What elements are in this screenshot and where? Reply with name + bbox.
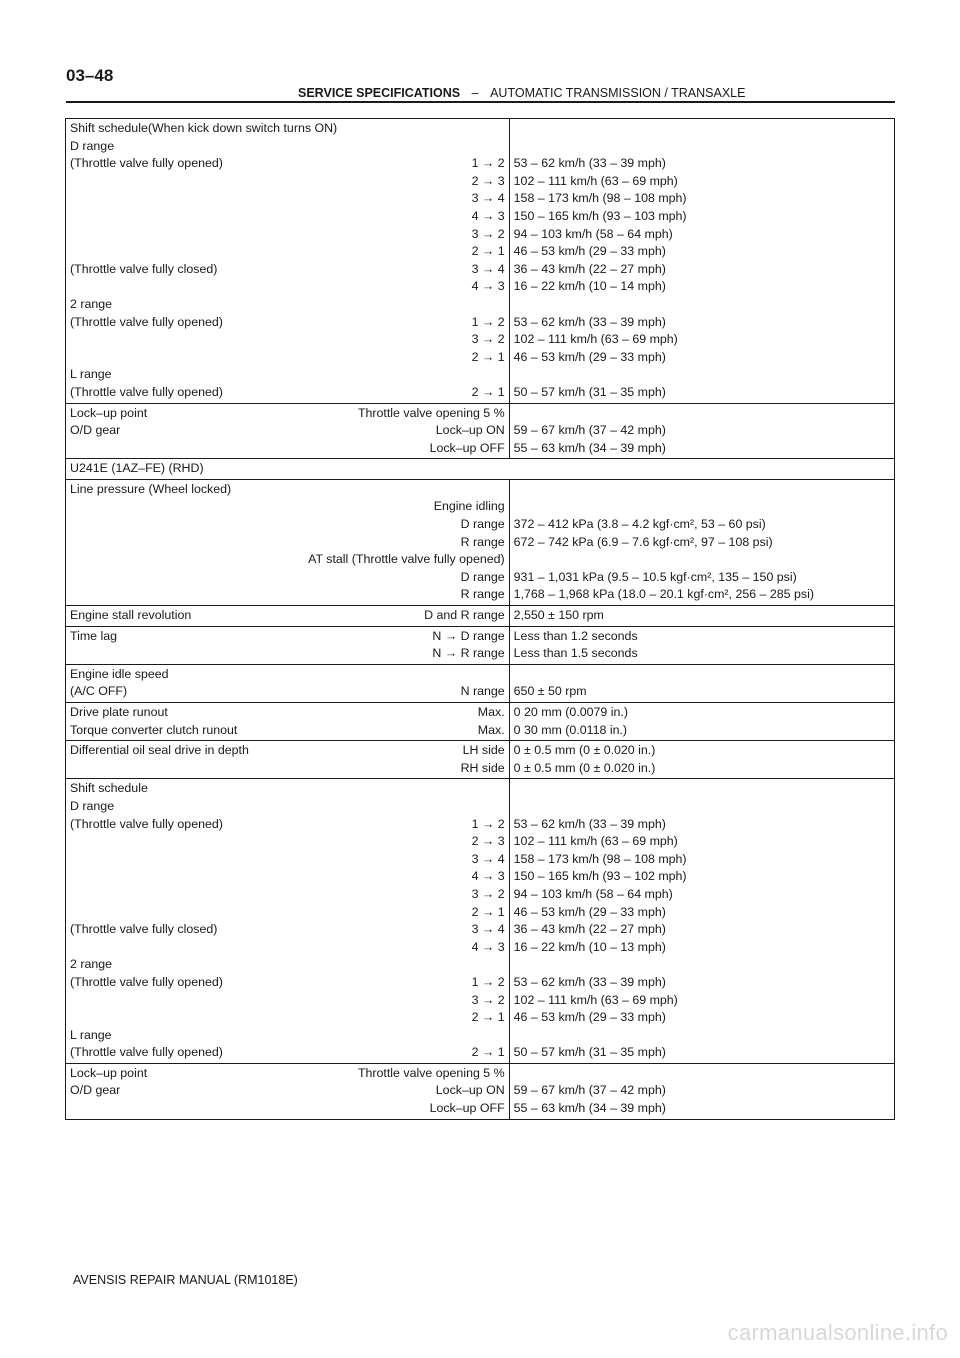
- spec-row: [66, 626, 895, 664]
- spec-value: 55 – 63 km/h (34 – 39 mph): [513, 1101, 666, 1116]
- spec-item-line: [70, 886, 509, 904]
- spec-condition: Engine idling: [433, 499, 505, 514]
- spec-item-line: [70, 798, 509, 816]
- spec-condition: N range: [460, 684, 505, 699]
- spec-item-cell: [66, 479, 510, 605]
- spec-value-cell: [509, 1063, 894, 1119]
- spec-item-line: [70, 366, 509, 384]
- spec-item-label: Torque converter clutch runout: [70, 722, 238, 737]
- spec-section-heading: U241E (1AZ–FE) (RHD): [66, 459, 895, 480]
- spec-value: [514, 296, 894, 314]
- spec-item-line: [70, 498, 509, 516]
- spec-condition: 3 → 2: [471, 332, 505, 347]
- spec-value: 16 – 22 km/h (10 – 13 mph): [513, 939, 666, 954]
- spec-item-label: (Throttle valve fully opened): [70, 156, 223, 171]
- spec-item-label: (Throttle valve fully opened): [70, 314, 223, 329]
- spec-condition: Max.: [477, 722, 505, 737]
- spec-item-label: O/D gear: [70, 1083, 121, 1098]
- spec-row: [66, 741, 895, 779]
- spec-item-line: [70, 296, 509, 314]
- spec-item-cell: [66, 403, 510, 459]
- spec-condition: N → R range: [432, 646, 505, 661]
- spec-condition: 1 → 2: [471, 816, 505, 831]
- spec-item-cell: [66, 119, 510, 404]
- spec-row: [66, 403, 895, 459]
- spec-item-line: [70, 243, 509, 261]
- spec-value: [514, 366, 894, 384]
- spec-item-line: [70, 331, 509, 349]
- spec-condition: 1 → 2: [471, 156, 505, 171]
- spec-value-cell: [509, 703, 894, 741]
- spec-condition: 2 → 1: [471, 1010, 505, 1025]
- spec-item-line: [70, 173, 509, 191]
- spec-item-line: [70, 534, 509, 552]
- spec-value: 53 – 62 km/h (33 – 39 mph): [513, 156, 666, 171]
- spec-value: 102 – 111 km/h (63 – 69 mph): [513, 834, 678, 849]
- spec-value-cell: [509, 779, 894, 1064]
- spec-item-line: [70, 1027, 509, 1045]
- spec-value: 158 – 173 km/h (98 – 108 mph): [513, 851, 687, 866]
- spec-value-cell: [509, 606, 894, 627]
- spec-condition: Max.: [477, 705, 505, 719]
- spec-condition: Lock–up ON: [435, 1083, 505, 1098]
- spec-table: [65, 118, 895, 1120]
- spec-item-line: [70, 992, 509, 1010]
- spec-item-line: [70, 1044, 509, 1062]
- spec-item-line: [70, 349, 509, 367]
- spec-condition: RH side: [460, 760, 505, 775]
- spec-value: [514, 120, 894, 138]
- spec-value-cell: [509, 664, 894, 702]
- spec-value: 931 – 1,031 kPa (9.5 – 10.5 kgf·cm², 135 – 150 psi): [513, 569, 797, 584]
- spec-value: 59 – 67 km/h (37 – 42 mph): [513, 1083, 666, 1098]
- spec-item-label: Engine idle speed: [70, 666, 169, 681]
- spec-condition: 2 → 1: [471, 244, 505, 259]
- spec-item-cell: [66, 1063, 510, 1119]
- spec-row: [66, 606, 895, 627]
- spec-item-label: O/D gear: [70, 423, 121, 438]
- watermark: carmanualsonline.info: [727, 1320, 948, 1345]
- spec-item-label: (Throttle valve fully opened): [70, 974, 223, 989]
- spec-item-line: [70, 1009, 509, 1027]
- spec-condition: 1 → 2: [471, 314, 505, 329]
- spec-item-line: [70, 586, 509, 604]
- spec-value: 0 20 mm (0.0079 in.): [513, 705, 628, 719]
- spec-value: 50 – 57 km/h (31 – 35 mph): [513, 1045, 666, 1060]
- spec-item-label: Engine stall revolution: [70, 608, 192, 623]
- spec-value: [514, 956, 894, 974]
- spec-item-line: [70, 742, 509, 760]
- spec-condition: N → D range: [432, 628, 505, 643]
- spec-item-line: [70, 760, 509, 778]
- header-separator: –: [471, 86, 479, 100]
- spec-item-line: [70, 1100, 509, 1118]
- spec-condition: 2 → 1: [471, 904, 505, 919]
- spec-value: 0 30 mm (0.0118 in.): [513, 722, 628, 737]
- spec-item-line: [70, 190, 509, 208]
- spec-item-line: [70, 1065, 509, 1083]
- spec-item-line: [70, 569, 509, 587]
- spec-item-label: L range: [70, 367, 112, 382]
- spec-item-line: [70, 314, 509, 332]
- spec-item-line: [70, 551, 509, 569]
- spec-value: [514, 138, 894, 156]
- spec-condition: R range: [460, 534, 505, 549]
- spec-value: 53 – 62 km/h (33 – 39 mph): [513, 314, 666, 329]
- spec-item-line: [70, 384, 509, 402]
- spec-item-label: (A/C OFF): [70, 684, 128, 699]
- spec-value: 672 – 742 kPa (6.9 – 7.6 kgf·cm², 97 – 108 psi): [513, 534, 773, 549]
- spec-item-label: Shift schedule(When kick down switch turns ON): [70, 121, 338, 135]
- spec-row: [66, 119, 895, 404]
- spec-item-label: Shift schedule: [70, 781, 148, 796]
- spec-value: [514, 498, 894, 516]
- spec-item-line: [70, 704, 509, 722]
- spec-item-line: [70, 868, 509, 886]
- spec-item-line: [70, 974, 509, 992]
- spec-value: Less than 1.2 seconds: [513, 628, 638, 643]
- spec-item-line: [70, 722, 509, 740]
- spec-item-line: [70, 666, 509, 684]
- footer-manual-title: AVENSIS REPAIR MANUAL (RM1018E): [73, 1273, 298, 1287]
- spec-item-label: Time lag: [70, 628, 118, 643]
- spec-item-line: [70, 120, 509, 138]
- spec-value: 2,550 ± 150 rpm: [513, 608, 604, 623]
- spec-value: Less than 1.5 seconds: [513, 646, 638, 661]
- spec-value: 102 – 111 km/h (63 – 69 mph): [513, 173, 678, 188]
- spec-value: [514, 780, 894, 798]
- spec-row: [66, 1063, 895, 1119]
- spec-value: 0 ± 0.5 mm (0 ± 0.020 in.): [513, 760, 656, 775]
- spec-value: 94 – 103 km/h (58 – 64 mph): [513, 226, 673, 241]
- spec-row: [66, 459, 895, 480]
- spec-value: 46 – 53 km/h (29 – 33 mph): [513, 349, 666, 364]
- spec-item-label: Drive plate runout: [70, 705, 168, 719]
- spec-item-cell: [66, 626, 510, 664]
- spec-value: 46 – 53 km/h (29 – 33 mph): [513, 244, 666, 259]
- spec-value: [514, 666, 894, 684]
- page-number: 03–48: [66, 66, 114, 85]
- spec-item-line: [70, 405, 509, 423]
- spec-value: 53 – 62 km/h (33 – 39 mph): [513, 816, 666, 831]
- spec-condition: 2 → 1: [471, 1045, 505, 1060]
- spec-condition: AT stall (Throttle valve fully opened): [308, 552, 505, 567]
- spec-value: 102 – 111 km/h (63 – 69 mph): [513, 332, 678, 347]
- spec-condition: D and R range: [424, 608, 505, 623]
- spec-item-label: (Throttle valve fully opened): [70, 816, 223, 831]
- spec-item-line: [70, 683, 509, 701]
- spec-item-label: Line pressure (Wheel locked): [70, 481, 232, 496]
- header-title: [298, 86, 745, 100]
- spec-item-label: Lock–up point: [70, 405, 148, 420]
- spec-value: 94 – 103 km/h (58 – 64 mph): [513, 886, 673, 901]
- spec-item-line: [70, 816, 509, 834]
- spec-item-label: 2 range: [70, 957, 113, 972]
- spec-item-cell: [66, 741, 510, 779]
- spec-condition: D range: [460, 517, 505, 532]
- spec-item-cell: [66, 779, 510, 1064]
- spec-value: 46 – 53 km/h (29 – 33 mph): [513, 904, 666, 919]
- spec-item-label: D range: [70, 798, 115, 813]
- spec-condition: 4 → 3: [471, 869, 505, 884]
- spec-condition: 3 → 2: [471, 886, 505, 901]
- spec-value: 0 ± 0.5 mm (0 ± 0.020 in.): [513, 743, 656, 758]
- spec-item-cell: [66, 703, 510, 741]
- spec-item-line: [70, 155, 509, 173]
- spec-condition: 1 → 2: [471, 974, 505, 989]
- spec-condition: 3 → 4: [471, 261, 505, 276]
- spec-item-line: [70, 956, 509, 974]
- spec-item-line: [70, 904, 509, 922]
- spec-item-line: [70, 833, 509, 851]
- spec-condition: Lock–up OFF: [429, 440, 505, 455]
- spec-item-line: [70, 780, 509, 798]
- section-title: SERVICE SPECIFICATIONS: [298, 86, 461, 100]
- spec-item-label: (Throttle valve fully closed): [70, 261, 218, 276]
- spec-item-cell: [66, 606, 510, 627]
- spec-row: [66, 703, 895, 741]
- spec-condition: Lock–up ON: [435, 423, 505, 438]
- spec-item-label: L range: [70, 1027, 112, 1042]
- spec-item-line: [70, 422, 509, 440]
- spec-item-label: (Throttle valve fully closed): [70, 922, 218, 937]
- spec-item-line: [70, 208, 509, 226]
- spec-condition: 4 → 3: [471, 208, 505, 223]
- spec-item-line: [70, 628, 509, 646]
- spec-item-line: [70, 516, 509, 534]
- spec-value-cell: [509, 741, 894, 779]
- spec-condition: R range: [460, 587, 505, 602]
- spec-item-line: [70, 138, 509, 156]
- spec-condition: 4 → 3: [471, 939, 505, 954]
- spec-value: 158 – 173 km/h (98 – 108 mph): [513, 191, 687, 206]
- spec-value: 55 – 63 km/h (34 – 39 mph): [513, 440, 666, 455]
- spec-value: [514, 1027, 894, 1045]
- spec-row: [66, 479, 895, 605]
- spec-item-cell: [66, 664, 510, 702]
- spec-item-label: D range: [70, 138, 115, 153]
- spec-value: 53 – 62 km/h (33 – 39 mph): [513, 974, 666, 989]
- spec-item-line: [70, 261, 509, 279]
- spec-item-label: Lock–up point: [70, 1065, 148, 1080]
- spec-item-line: [70, 278, 509, 296]
- spec-condition: 4 → 3: [471, 279, 505, 294]
- spec-condition: 3 → 4: [471, 922, 505, 937]
- spec-value-cell: [509, 626, 894, 664]
- spec-condition: 2 → 1: [471, 349, 505, 364]
- spec-row: [66, 779, 895, 1064]
- spec-condition: 3 → 4: [471, 191, 505, 206]
- spec-value: 150 – 165 km/h (93 – 102 mph): [513, 869, 687, 884]
- spec-value-cell: [509, 479, 894, 605]
- spec-condition: 3 → 2: [471, 226, 505, 241]
- spec-value: 50 – 57 km/h (31 – 35 mph): [513, 384, 666, 399]
- spec-item-line: [70, 921, 509, 939]
- spec-item-line: [70, 1082, 509, 1100]
- spec-value: [514, 551, 894, 569]
- spec-condition: 2 → 3: [471, 173, 505, 188]
- spec-item-label: (Throttle valve fully opened): [70, 384, 223, 399]
- subsection-title: AUTOMATIC TRANSMISSION / TRANSAXLE: [490, 86, 746, 100]
- spec-value: 102 – 111 km/h (63 – 69 mph): [513, 992, 678, 1007]
- spec-item-label: 2 range: [70, 296, 113, 311]
- spec-value: [514, 405, 894, 423]
- spec-value: 36 – 43 km/h (22 – 27 mph): [513, 261, 666, 276]
- header-rule: [66, 101, 895, 103]
- spec-value: 150 – 165 km/h (93 – 103 mph): [513, 208, 687, 223]
- spec-value-cell: [509, 403, 894, 459]
- spec-value-cell: [509, 119, 894, 404]
- spec-condition: Throttle valve opening 5 %: [357, 405, 505, 420]
- spec-item-line: [70, 645, 509, 663]
- spec-item-line: [70, 939, 509, 957]
- spec-condition: D range: [460, 569, 505, 584]
- spec-value: 650 ± 50 rpm: [513, 684, 587, 699]
- spec-value: 46 – 53 km/h (29 – 33 mph): [513, 1010, 666, 1025]
- spec-condition: 2 → 3: [471, 834, 505, 849]
- spec-value: 372 – 412 kPa (3.8 – 4.2 kgf·cm², 53 – 60 psi): [513, 517, 766, 532]
- spec-value: [514, 798, 894, 816]
- spec-value: 16 – 22 km/h (10 – 14 mph): [513, 279, 666, 294]
- spec-item-label: Differential oil seal drive in depth: [70, 743, 249, 758]
- spec-value: [514, 481, 894, 499]
- spec-condition: Lock–up OFF: [429, 1101, 505, 1116]
- spec-value: 1,768 – 1,968 kPa (18.0 – 20.1 kgf·cm², 256 – 285 psi): [513, 587, 814, 602]
- spec-item-line: [70, 851, 509, 869]
- spec-condition: 3 → 4: [471, 851, 505, 866]
- spec-condition: Throttle valve opening 5 %: [357, 1065, 505, 1080]
- spec-condition: 3 → 2: [471, 992, 505, 1007]
- spec-value: [514, 1065, 894, 1083]
- spec-condition: 2 → 1: [471, 384, 505, 399]
- spec-value: 59 – 67 km/h (37 – 42 mph): [513, 423, 666, 438]
- spec-item-line: [70, 226, 509, 244]
- spec-item-line: [70, 607, 509, 625]
- spec-item-line: [70, 481, 509, 499]
- spec-condition: LH side: [462, 743, 505, 758]
- spec-value: 36 – 43 km/h (22 – 27 mph): [513, 922, 666, 937]
- spec-row: [66, 664, 895, 702]
- spec-item-label: (Throttle valve fully opened): [70, 1045, 223, 1060]
- spec-item-line: [70, 440, 509, 458]
